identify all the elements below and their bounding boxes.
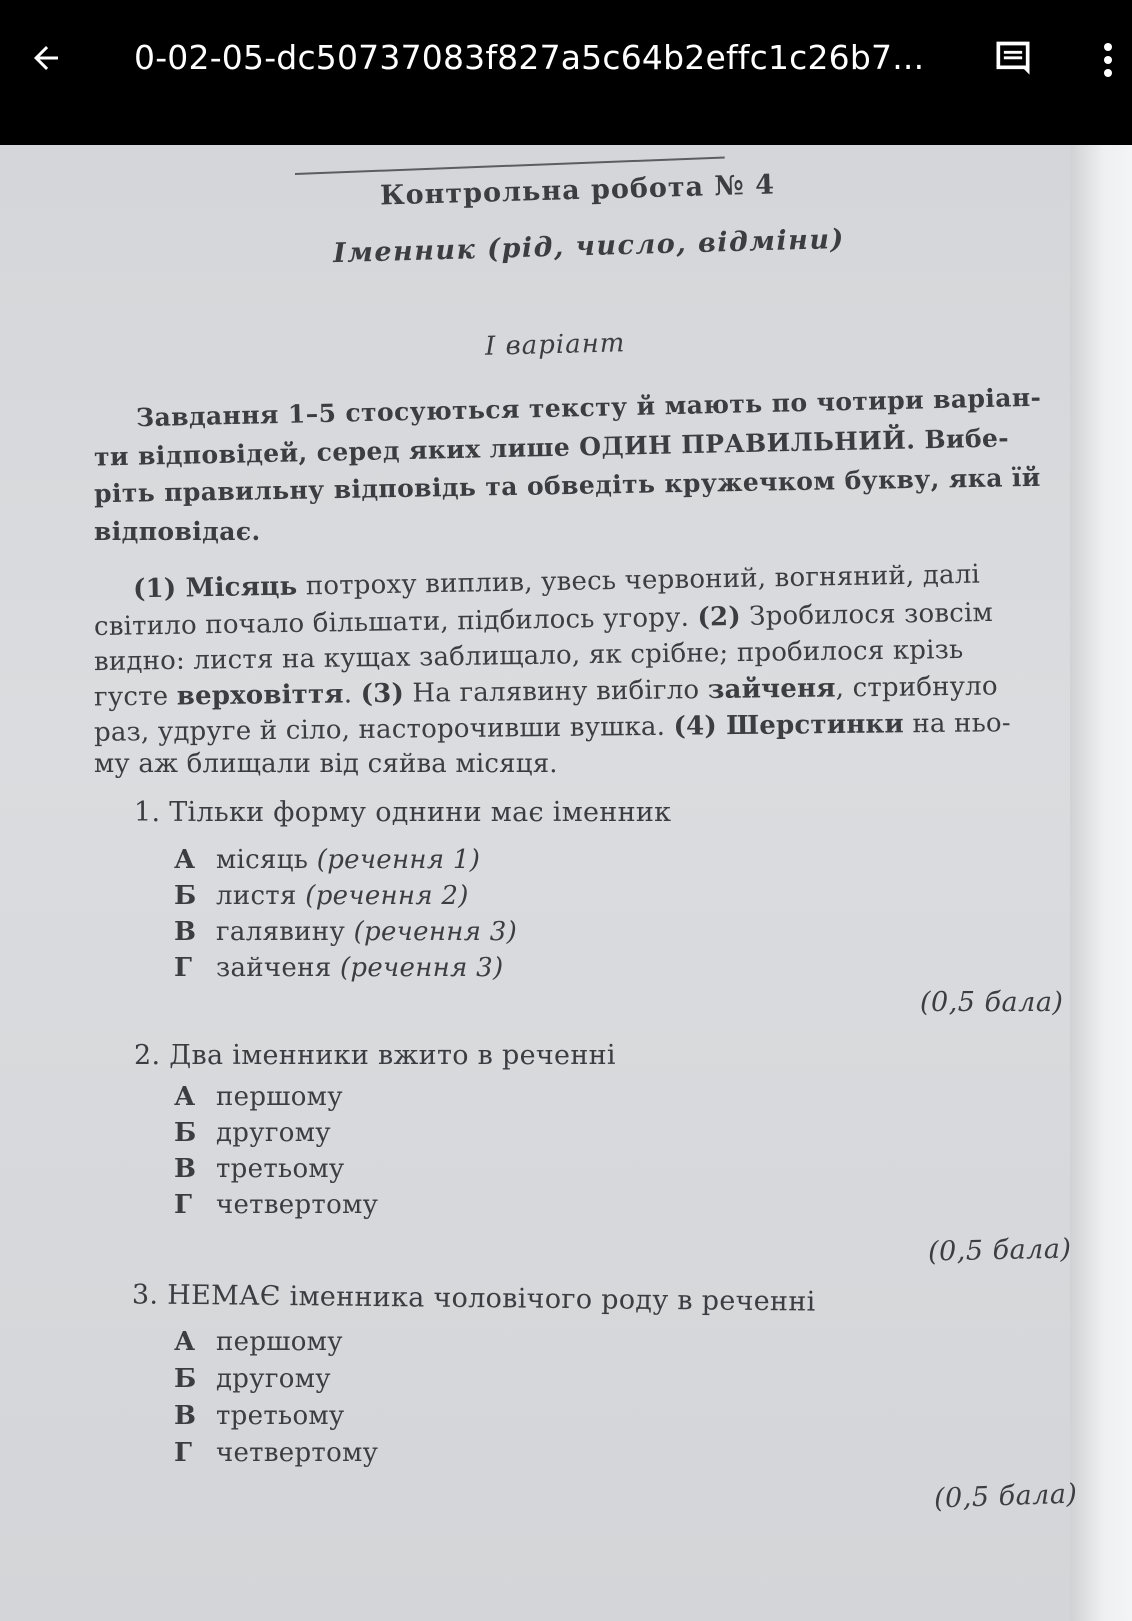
passage-text: На галявину вибігло xyxy=(403,675,708,709)
instruction-line: ріть правильну відповідь та обведіть кружечком букву, яка їй xyxy=(93,462,1041,509)
more-options-button[interactable] xyxy=(1090,36,1126,84)
question-2: 2. Два іменники вжито в реченні xyxy=(134,1040,616,1071)
passage-text: густе xyxy=(93,681,177,713)
question-3: 3. НЕМАЄ іменника чоловічого роду в реченні xyxy=(131,1279,816,1318)
score-label: (0,5 бала) xyxy=(920,987,1064,1018)
option-letter: А xyxy=(174,1082,196,1112)
file-title: 0-02-05-dc50737083f827a5c64b2effc1c26b7... xyxy=(134,38,925,77)
option-letter: Б xyxy=(174,881,197,911)
option-note: (речення 2) xyxy=(305,881,469,911)
option-b[interactable] xyxy=(174,881,469,911)
doc-title: Контрольна робота № 4 xyxy=(379,169,776,212)
option-g[interactable] xyxy=(174,1438,378,1468)
option-letter: А xyxy=(174,1327,196,1357)
passage-bold: (1) Місяць xyxy=(132,571,298,605)
option-text: першому xyxy=(216,1327,343,1357)
passage-bold: (2) xyxy=(697,601,742,633)
option-v[interactable] xyxy=(174,917,517,947)
passage-bold: (4) Шерстинки xyxy=(673,709,905,742)
passage-bold: верховіття xyxy=(176,679,344,712)
option-v[interactable] xyxy=(174,1154,345,1184)
option-text: першому xyxy=(216,1082,343,1112)
passage-text: , стрибнуло xyxy=(835,671,998,704)
more-vert-icon xyxy=(1102,41,1114,79)
passage-bold: (3) xyxy=(360,678,405,710)
doc-variant: І варіант xyxy=(484,328,626,362)
option-text: другому xyxy=(216,1118,331,1148)
back-button[interactable] xyxy=(22,34,70,82)
passage-text: . xyxy=(343,679,361,710)
passage-line xyxy=(94,708,1011,748)
option-note: (речення 3) xyxy=(339,953,504,983)
option-note: (речення 1) xyxy=(316,845,481,875)
option-text: третьому xyxy=(216,1154,345,1184)
passage-text: потроху виплив, увесь червоний, вогняний, далі xyxy=(297,559,981,602)
option-a[interactable] xyxy=(174,845,480,875)
passage-line: му аж блищали від сяйва місяця. xyxy=(94,749,558,779)
doc-subtitle: Іменник (рід, число, відміни) xyxy=(332,223,846,270)
option-text: листя xyxy=(216,881,306,911)
page-edge xyxy=(1062,145,1132,1621)
score-label: (0,5 бала) xyxy=(927,1233,1072,1268)
instruction-line: Завдання 1–5 стосуються тексту й мають по чотири варіан- xyxy=(135,382,1042,433)
option-text: четвертому xyxy=(216,1438,379,1468)
score-label: (0,5 бала) xyxy=(933,1478,1078,1515)
document-page xyxy=(0,145,1078,1621)
option-text: третьому xyxy=(216,1401,345,1431)
comment-button[interactable] xyxy=(988,36,1038,84)
option-text: четвертому xyxy=(216,1190,379,1220)
option-note: (речення 3) xyxy=(353,917,518,947)
option-letter: В xyxy=(174,1154,197,1184)
passage-bold: зайченя xyxy=(707,673,836,706)
option-letter: Г xyxy=(174,1438,193,1468)
option-text: галявину xyxy=(216,917,354,947)
option-text: другому xyxy=(216,1364,331,1394)
option-letter: Б xyxy=(174,1364,197,1394)
option-letter: Г xyxy=(174,953,193,983)
question-1: 1. Тільки форму однини має іменник xyxy=(134,797,672,828)
option-letter: Б xyxy=(174,1118,197,1148)
passage-text: світило почало більшати, підбилось угору. xyxy=(93,602,698,643)
option-g[interactable] xyxy=(174,1190,378,1220)
arrow-left-icon xyxy=(28,40,64,76)
option-text: зайченя xyxy=(216,953,340,983)
option-g[interactable] xyxy=(174,953,503,983)
option-a[interactable] xyxy=(174,1327,343,1357)
option-text: місяць xyxy=(216,845,317,875)
document-viewer[interactable] xyxy=(0,145,1132,1621)
passage-text: на ньо- xyxy=(903,708,1011,740)
app-toolbar xyxy=(0,0,1132,145)
option-a[interactable] xyxy=(174,1082,343,1112)
option-b[interactable] xyxy=(174,1364,331,1394)
comment-icon xyxy=(991,38,1035,82)
passage-line xyxy=(94,671,998,712)
instruction-line: ти відповідей, серед яких лише ОДИН ПРАВИЛЬНИЙ. Вибе- xyxy=(93,423,1010,472)
option-letter: А xyxy=(174,845,196,875)
option-v[interactable] xyxy=(174,1401,345,1431)
option-letter: Г xyxy=(174,1190,193,1220)
option-letter: В xyxy=(174,1401,197,1431)
passage-text: Зробилося зовсім xyxy=(740,597,994,632)
passage-line: видно: листя на кущах заблищало, як срібне; пробилося крізь xyxy=(93,634,964,678)
passage-line xyxy=(133,560,980,605)
option-letter: В xyxy=(174,917,197,947)
option-b[interactable] xyxy=(174,1118,331,1148)
passage-text: раз, удруге й сіло, насторочивши вушка. xyxy=(93,711,674,748)
instruction-line: відповідає. xyxy=(94,517,261,546)
